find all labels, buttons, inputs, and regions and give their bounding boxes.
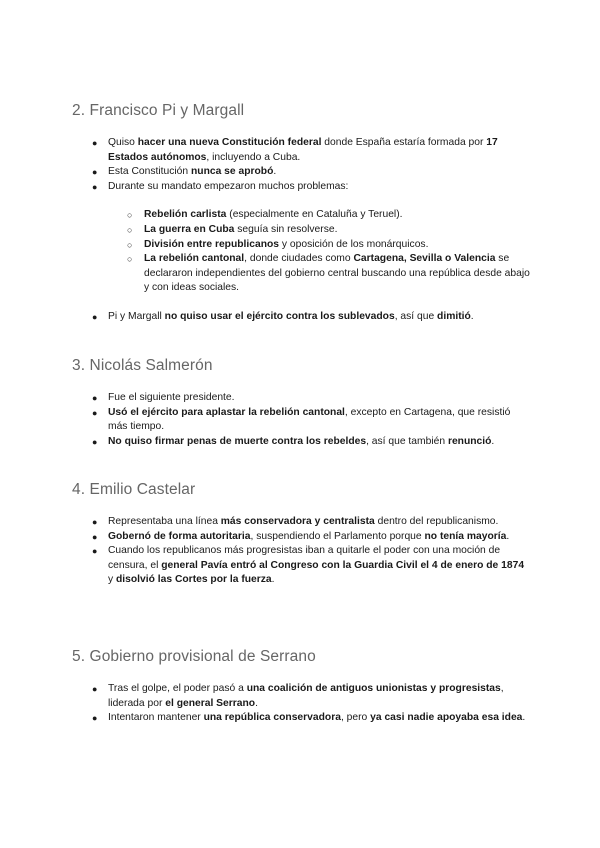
bold-text: ya casi nadie apoyaba esa idea — [370, 712, 523, 724]
list-item: ● Intentaron mantener una república conservadora, pero ya casi nadie apoyaba esa idea. — [72, 711, 532, 726]
list-item: ● Pi y Margall no quiso usar el ejército contra los sublevados, así que dimitió. — [72, 310, 532, 325]
bullet-icon: ● — [92, 311, 98, 322]
bold-text: División entre republicanos — [144, 238, 280, 250]
bold-text: una república conservadora — [203, 712, 341, 724]
bullet-list — [72, 515, 532, 588]
bold-text: renunció — [447, 435, 492, 447]
bold-text: una coalición de antiguos unionistas y progresistas — [246, 683, 501, 694]
hollow-bullet-icon: ○ — [127, 224, 133, 235]
bold-text: general Pavía entró al Congreso con la Guardia Civil el 4 de enero de 1874 — [161, 559, 525, 571]
bold-text: Rebelión carlista — [144, 209, 227, 221]
bold-text: Usó el ejército para aplastar la rebelión cantonal — [108, 406, 345, 418]
bold-text: dimitió — [437, 310, 471, 322]
bullet-list — [72, 310, 532, 325]
bullet-list — [72, 136, 532, 194]
bold-text: el general Serrano — [165, 697, 256, 709]
section-heading: 5. Gobierno provisional de Serrano — [72, 648, 316, 665]
bullet-icon: ● — [92, 393, 98, 403]
section-serrano — [72, 647, 532, 726]
bold-text: no tenía mayoría — [424, 530, 507, 542]
bullet-list — [72, 682, 532, 726]
bold-text: nunca se aprobó — [191, 166, 274, 178]
section-heading: 2. Francisco Pi y Margall — [72, 102, 245, 119]
list-item: ● Gobernó de forma autoritaria, suspendiendo el Parlamento porque no tenía mayoría. — [72, 530, 532, 545]
list-item: ● Usó el ejército para aplastar la rebelión cantonal, excepto en Cartagena, que resistió más tiempo. — [92, 406, 511, 433]
section-heading: 4. Emilio Castelar — [72, 481, 196, 498]
bullet-icon: ● — [92, 407, 98, 418]
bullet-icon: ● — [92, 436, 98, 447]
section-castelar — [72, 480, 532, 588]
sub-list-item: ○ La guerra en Cuba seguía sin resolverse. — [72, 223, 532, 238]
hollow-bullet-icon: ○ — [127, 254, 133, 265]
section-salmeron — [72, 356, 532, 449]
bullet-list — [72, 391, 532, 449]
section-pi-y-margall — [72, 101, 532, 325]
list-item: ● Esta Constitución nunca se aprobó. — [72, 165, 532, 180]
sub-list-item: ○ La rebelión cantonal, donde ciudades como Cartagena, Sevilla o Valencia se declararon independientes del gobierno central buscando una república desde abajo y con ideas sociales. — [127, 253, 530, 294]
list-item: ● Cuando los republicanos más progresistas iban a quitarle el poder con una moción de censura, el general Pavía entró al Congreso con la Guardia Civil el 4 de enero de 1874 y disolvió las Cortes por la fuerza. — [92, 545, 525, 586]
list-item: ● Tras el golpe, el poder pasó a una coalición de antiguos unionistas y progresistas, liderada por el general Serrano. — [92, 683, 504, 709]
bold-text: hacer una nueva Constitución federal — [137, 137, 322, 148]
sub-list-item: ○ Rebelión carlista (especialmente en Cataluña y Teruel). — [72, 208, 532, 223]
bold-text: más conservadora y centralista — [220, 516, 375, 527]
bullet-icon: ● — [92, 713, 98, 724]
list-item: ● Fue el siguiente presidente. — [72, 391, 532, 406]
sub-bullet-list — [72, 208, 532, 296]
list-item: ● Representaba una línea más conservadora y centralista dentro del republicanismo. — [72, 515, 532, 530]
list-item: ● No quiso firmar penas de muerte contra los rebeldes, así que también renunció. — [72, 435, 532, 450]
bullet-icon: ● — [92, 684, 98, 694]
bullet-icon: ● — [92, 531, 98, 542]
bold-text: No quiso firmar penas de muerte contra los rebeldes — [108, 435, 367, 447]
hollow-bullet-icon: ○ — [127, 239, 133, 250]
bullet-icon: ● — [92, 181, 98, 192]
bold-text: no quiso usar el ejército contra los sublevados — [164, 310, 395, 322]
bold-text: La guerra en Cuba — [144, 223, 235, 235]
bold-text: La rebelión cantonal — [144, 253, 245, 265]
bullet-icon: ● — [92, 517, 98, 527]
bold-text: disolvió las Cortes por la fuerza — [116, 574, 272, 586]
sub-list-item: ○ División entre republicanos y oposición de los monárquicos. — [72, 238, 532, 253]
bold-text: 17 Estados autónomos — [108, 137, 498, 163]
bullet-icon: ● — [92, 167, 98, 178]
list-item: ● Durante su mandato empezaron muchos problemas: — [72, 180, 532, 195]
list-item: ● Quiso hacer una nueva Constitución federal donde España estaría formada por 17 Estados autónomos, incluyendo a Cuba. — [92, 137, 498, 163]
section-heading: 3. Nicolás Salmerón — [72, 357, 213, 374]
bullet-icon: ● — [92, 546, 98, 557]
bold-text: Cartagena, Sevilla o Valencia — [353, 253, 496, 265]
hollow-bullet-icon: ○ — [127, 210, 133, 221]
bold-text: Gobernó de forma autoritaria — [108, 530, 251, 542]
bullet-icon: ● — [92, 138, 98, 148]
